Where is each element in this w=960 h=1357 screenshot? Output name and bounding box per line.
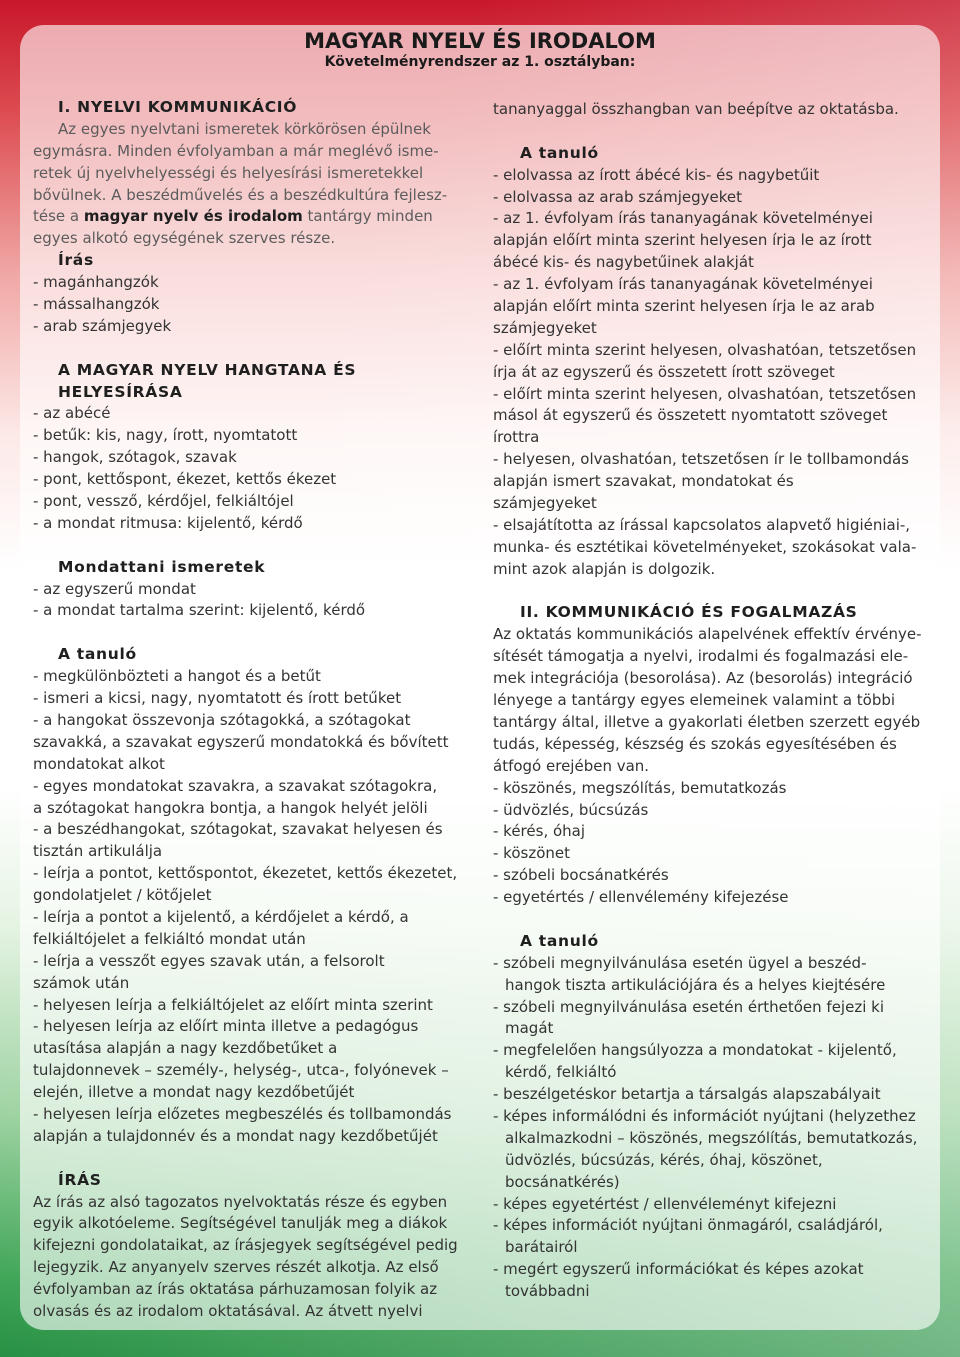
intro-paragraph [33,119,473,250]
list-item: - szóbeli bocsánatkérés [493,866,669,885]
page-title: MAGYAR NYELV ÉS IRODALOM [304,29,656,53]
list-item [493,187,933,209]
list-item [493,1106,933,1194]
list-item [33,907,473,951]
list-item-text: - a hangokat összevonja szótagokká, a szótagokat [33,710,411,729]
list-item-continuation: alapján a tulajdonnév és a mondat nagy kezdőbetűjét [33,1126,438,1145]
subsection-heading: A tanuló [58,645,137,664]
list-item-text: - helyesen leírja az előírt minta illetve a pedagógus [33,1017,419,1036]
section-mondattan [33,557,473,623]
list-item-continuation: számjegyeket [493,318,597,337]
paragraph-line: Az írás az alsó tagozatos nyelvoktatás része és egyben [33,1192,448,1211]
list-item [493,449,933,515]
list-item-continuation: továbbadni [505,1282,590,1301]
list-item-text: - ismeri a kicsi, nagy, nyomtatott és írott betűket [33,689,402,708]
list-item-continuation: gondolatjelet / kötőjelet [33,886,212,905]
section-tanulo-kommunikacio [493,931,933,1303]
paragraph-line: lejegyzik. Az anyanyelv szerves részét alkotja. Az első [33,1258,439,1277]
list-item [33,863,473,907]
list-item-text: - helyesen leírja előzetes megbeszélés és tollbamondás [33,1104,452,1123]
list-item: - kérés, óhaj [493,822,586,841]
list-item-continuation: barátairól [505,1238,578,1257]
list-item-continuation: alapján előírt minta szerint helyesen írja le az arab [493,297,875,316]
list-item: - betűk: kis, nagy, írott, nyomtatott [33,426,298,445]
paragraph-line: egymásra. Minden évfolyamban a már meglévő isme- [33,141,439,160]
list-item-continuation: magát [505,1019,554,1038]
list-item [33,666,473,688]
list-item [493,384,933,450]
list-item [33,1016,473,1104]
section-tanulo-iras [493,143,933,581]
list-item: - magánhangzók [33,273,159,292]
list-item [493,1040,933,1084]
paragraph-line: retek új nyelvhelyességi és helyesírási ismeretekkel [33,163,424,182]
requirement-list [33,666,473,1148]
bullet-list [33,272,473,338]
list-item-text: - megért egyszerű információkat és képes azokat [493,1260,864,1279]
list-item-continuation: tisztán artikulálja [33,842,163,861]
list-item-text: - megkülönbözteti a hangot és a betűt [33,667,321,686]
paragraph [33,1192,473,1323]
list-item-continuation: alkalmazkodni – köszönés, megszólítás, bemutatkozás, [505,1128,918,1147]
list-item-text: - az 1. évfolyam írás tananyagának követelményei [493,209,873,228]
list-item-continuation: felkiáltójelet a felkiáltó mondat után [33,929,306,948]
list-item [493,340,933,384]
section-nyelvi-kommunikacio [33,97,473,250]
subsection-heading: Mondattani ismeretek [58,557,266,576]
list-item-text: - beszélgetéskor betartja a társalgás alapszabályait [493,1085,881,1104]
paragraph-line: Az oktatás kommunikációs alapelvének effektív érvénye- [493,625,922,644]
page-subtitle: Követelményrendszer az 1. osztályban: [324,54,636,70]
list-item [33,819,473,863]
section-heading-line-1: A MAGYAR NYELV HANGTANA ÉS [58,360,357,379]
list-item-continuation: kérdő, felkiáltó [505,1063,617,1082]
list-item-continuation: a szótagokat hangokra bontja, a hangok helyét jelöli [33,798,428,817]
paragraph-line: kifejezni gondolataikat, az írásjegyek segítségével pedig [33,1236,458,1255]
paragraph-line: bővülnek. A beszédművelés és a beszédkultúra fejlesz- [33,185,448,204]
list-item-continuation: utasítása alapján a nagy kezdőbetűket a [33,1039,338,1058]
list-item [33,776,473,820]
bullet-list [493,778,933,909]
list-item: - az abécé [33,404,111,423]
paragraph-line: tantárgy által, illetve a gyakorlati életben szerzett egyéb [493,712,921,731]
list-item-continuation: elején, illetve a mondat nagy kezdőbetűjét [33,1083,355,1102]
list-item-continuation: alapján előírt minta szerint helyesen írja le az írott [493,231,872,250]
list-item-text: - képes információt nyújtani önmagáról, családjáról, [493,1216,883,1235]
list-item-continuation: mondatokat alkot [33,754,165,773]
list-item-text: - helyesen, olvashatóan, tetszetősen ír le tollbamondás [493,450,909,469]
list-item-text: - leírja a pontot, kettőspontot, ékezetet, kettős ékezetet, [33,864,458,883]
paragraph-line: olvasás és az irodalom oktatásával. Az átvett nyelvi [33,1301,423,1320]
list-item-text: - szóbeli megnyilvánulása esetén ügyel a beszéd- [493,953,867,972]
list-item-text: - egyes mondatokat szavakra, a szavakat szótagokra, [33,776,438,795]
list-item: - köszönés, megszólítás, bemutatkozás [493,778,787,797]
list-item [33,995,473,1017]
emphasis-prefix: tése a [33,207,84,226]
list-item-continuation: bocsánatkérés) [505,1172,620,1191]
list-item [33,951,473,995]
paragraph-line: évfolyamban az írás oktatása párhuzamosan folyik az [33,1280,438,1299]
list-item-text: - megfelelően hangsúlyozza a mondatokat - kijelentő, [493,1041,897,1060]
list-item-text: - képes egyetértést / ellenvéleményt kifejezni [493,1194,837,1213]
list-item-text: - szóbeli megnyilvánulása esetén érthetően fejezi ki [493,997,884,1016]
list-item-text: - az 1. évfolyam írás tananyagának követelményei [493,275,873,294]
list-item-continuation: számjegyeket [493,494,597,513]
paragraph-line: Az egyes nyelvtani ismeretek körkörösen épülnek [58,119,431,138]
list-item: - üdvözlés, búcsúzás [493,800,649,819]
list-item-text: - helyesen leírja a felkiáltójelet az előírt minta szerint [33,995,433,1014]
list-item [493,208,933,274]
paragraph-line: lényege a tantárgy egyes elemeinek valamint a többi [493,691,896,710]
list-item-continuation: ábécé kis- és nagybetűinek alakját [493,253,754,272]
paragraph-line: átfogó erejében van. [493,756,650,775]
list-item-continuation: üdvözlés, búcsúzás, kérés, óhaj, köszönet, [505,1150,823,1169]
intro-lines [33,119,473,207]
list-item: - egyetértés / ellenvélemény kifejezése [493,888,789,907]
list-item [493,1215,933,1259]
right-column [493,99,933,1303]
list-item-text: - előírt minta szerint helyesen, olvashatóan, tetszetősen [493,384,917,403]
list-item [493,274,933,340]
list-item-continuation: alapján ismert szavakat, mondatokat és [493,472,794,491]
bullet-list [33,403,473,534]
paragraph-line: tudás, képesség, készség és szokás egyesítésében és [493,734,897,753]
list-item-text: - előírt minta szerint helyesen, olvashatóan, tetszetősen [493,340,917,359]
list-item [33,710,473,776]
list-item-continuation: tulajdonnevek – személy-, helység-, utca-, folyónevek – [33,1061,449,1080]
list-item [493,997,933,1041]
paragraph-line: tananyaggal összhangban van beépítve az oktatásba. [493,100,899,118]
paragraph-line [33,206,473,228]
section-tanulo [33,644,473,1147]
paragraph-line: egyik alkotóeleme. Segítségével tanulják meg a diákok [33,1214,448,1233]
list-item-continuation: mint azok alapján is dolgozik. [493,559,716,578]
list-item-text: - leírja a pontot a kijelentő, a kérdőjelet a kérdő, a [33,907,409,926]
list-item [493,1259,933,1303]
list-item: - az egyszerű mondat [33,579,196,598]
paragraph-line: egyes alkotó egységének szerves része. [33,229,336,248]
list-item [493,953,933,997]
list-item-continuation: másol át egyszerű és összetett nyomtatott szöveget [493,406,888,425]
list-item-continuation: írja át az egyszerű és összetett írott szöveget [493,362,835,381]
paragraph [493,624,933,777]
list-item-text: - képes informálódni és információt nyújtani (helyzethez [493,1106,916,1125]
list-item [493,515,933,581]
requirement-list [493,953,933,1303]
list-item: - a mondat ritmusa: kijelentő, kérdő [33,513,303,532]
list-item-continuation: hangok tiszta artikulációjára és a helyes kiejtésére [505,975,886,994]
list-item-continuation: munka- és esztétikai követelményeket, szokásokat vala- [493,537,917,556]
left-column [33,97,473,1323]
subject-name-emphasis: magyar nyelv és irodalom [83,207,303,226]
section-iras-elemek [33,250,473,338]
section-heading-line-2: HELYESÍRÁSA [58,382,183,401]
list-item: - pont, vessző, kérdőjel, felkiáltójel [33,492,294,511]
list-item-text: - a beszédhangokat, szótagokat, szavakat helyesen és [33,820,443,839]
emphasis-suffix: tantárgy minden [302,207,433,226]
list-item: - mássalhangzók [33,295,160,314]
list-item [493,1084,933,1106]
list-item-text: - elolvassa az arab számjegyeket [493,187,743,206]
list-item [33,1104,473,1148]
list-item: - köszönet [493,844,570,863]
list-item-text: - elolvassa az írott ábécé kis- és nagybetűit [493,165,820,184]
section-iras [33,1170,473,1323]
list-item: - arab számjegyek [33,316,172,335]
list-item-continuation: szavakká, a szavakat egyszerű mondatokká és bővített [33,732,449,751]
paragraph-line: sítését támogatja a nyelvi, irodalmi és fogalmazási ele- [493,647,909,666]
subsection-heading: A tanuló [520,931,599,950]
section-kommunikacio [493,602,933,908]
section-heading: ÍRÁS [58,1170,102,1189]
bullet-list [33,579,473,623]
list-item [493,165,933,187]
subsection-heading: A tanuló [520,143,599,162]
paragraph-line: mek integrációja (besorolása). Az (besorolás) integráció [493,669,913,688]
list-item: - a mondat tartalma szerint: kijelentő, kérdő [33,601,366,620]
list-item: - hangok, szótagok, szavak [33,448,237,467]
requirement-list [493,165,933,581]
subsection-heading: Írás [58,251,94,270]
list-item-continuation: írottra [493,428,540,447]
list-item-continuation: számok után [33,973,130,992]
list-item [493,1194,933,1216]
paragraph-continuation [493,99,933,121]
list-item-text: - leírja a vesszőt egyes szavak után, a felsorolt [33,951,385,970]
section-hangtan [33,360,473,535]
section-heading: I. NYELVI KOMMUNIKÁCIÓ [58,98,298,116]
list-item-text: - elsajátította az írással kapcsolatos alapvető higiéniai-, [493,515,911,534]
section-heading: II. KOMMUNIKÁCIÓ ÉS FOGALMAZÁS [520,603,858,622]
list-item [33,688,473,710]
list-item: - pont, kettőspont, ékezet, kettős ékezet [33,470,337,489]
